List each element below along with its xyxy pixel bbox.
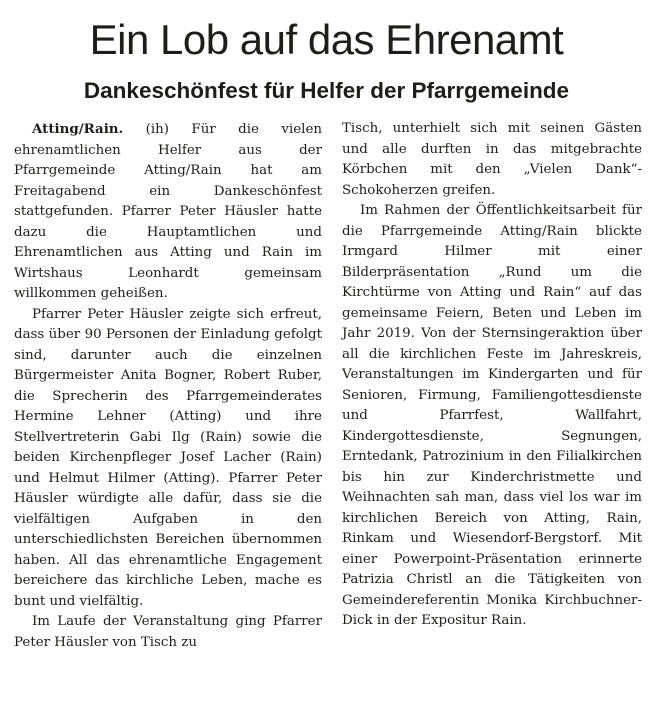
subheadline: Dankeschönfest für Helfer der Pfarrgemeinde — [83, 78, 570, 103]
paragraph-3-end: Tisch, unterhielt sich mit seinen Gästen und alle durften in das mitgebrachte Körbchen mit den „Vielen Dank“-Schokoherzen greifen. — [342, 121, 642, 198]
paragraph-1-text: (ih) Für die vielen ehrenamtlichen Helfer aus der Pfarrgemeinde Atting/Rain hat am Freitagabend ein Dankeschönfest stattgefunden. Pfarrer Peter Häusler hatte dazu die Hauptamtlichen und Ehrenamtlichen aus Atting und Rain im Wirtshaus Leonhardt gemeinsam willkommen geheißen. — [14, 122, 322, 301]
paragraph-3-start: Im Laufe der Veranstaltung ging Pfarrer Peter Häusler von Tisch zu — [14, 614, 322, 650]
paragraph-2: Pfarrer Peter Häusler zeigte sich erfreut, dass über 90 Personen der Einladung gefolgt sind, darunter auch die einzelnen Bürgermeister Anita Bogner, Robert Ruber, die Sprecherin des Pfarrgemeinderates Hermine Lehner (Atting) und ihre Stellvertreterin Gabi Ilg (Rain) sowie die beiden Kirchenpfleger Josef Lacher (Rain) und Helmut Hilmer (Atting). Pfarrer Peter Häusler würdigte alle dafür, dass sie die vielfältigen Aufgaben in den unterschiedlichsten Bereichen übernommen haben. All das ehrenamtliche Engagement bereichere das kirchliche Leben, mache es bunt und vielfältig. — [14, 306, 322, 609]
paragraph-1 — [14, 119, 322, 305]
column-right — [342, 119, 642, 632]
dateline: Atting/Rain. — [32, 121, 124, 137]
headline: Ein Lob auf das Ehrenamt — [89, 16, 564, 63]
column-left — [14, 119, 322, 653]
paragraph-4: Im Rahmen der Öffentlichkeitsarbeit für die Pfarrgemeinde Atting/Rain blickte Irmgard Hilmer mit einer Bilderpräsentation „Rund um die Kirchtürme von Atting und Rain“ auf das gemeinsame Feiern, Beten und Leben im Jahr 2019. Von der Sternsingeraktion über all die kirchlichen Feste im Jahreskreis, Veranstaltungen im Kindergarten und für Senioren, Firmung, Familiengottesdienste und Pfarrfest, Wallfahrt, Kindergottesdienste, Segnungen, Erntedank, Patrozinium in den Filialkirchen bis hin zur Kinderchristmette und Weihnachten sah man, dass viel los war im kirchlichen Bereich von Atting, Rain, Rinkam und Wiesendorf-Bergstorf. Mit einer Powerpoint-Präsentation erinnerte Patrizia Christl an die Tätigkeiten von Gemeindereferentin Monika Kirchbuchner-Dick in der Expositur Rain. — [342, 203, 642, 628]
